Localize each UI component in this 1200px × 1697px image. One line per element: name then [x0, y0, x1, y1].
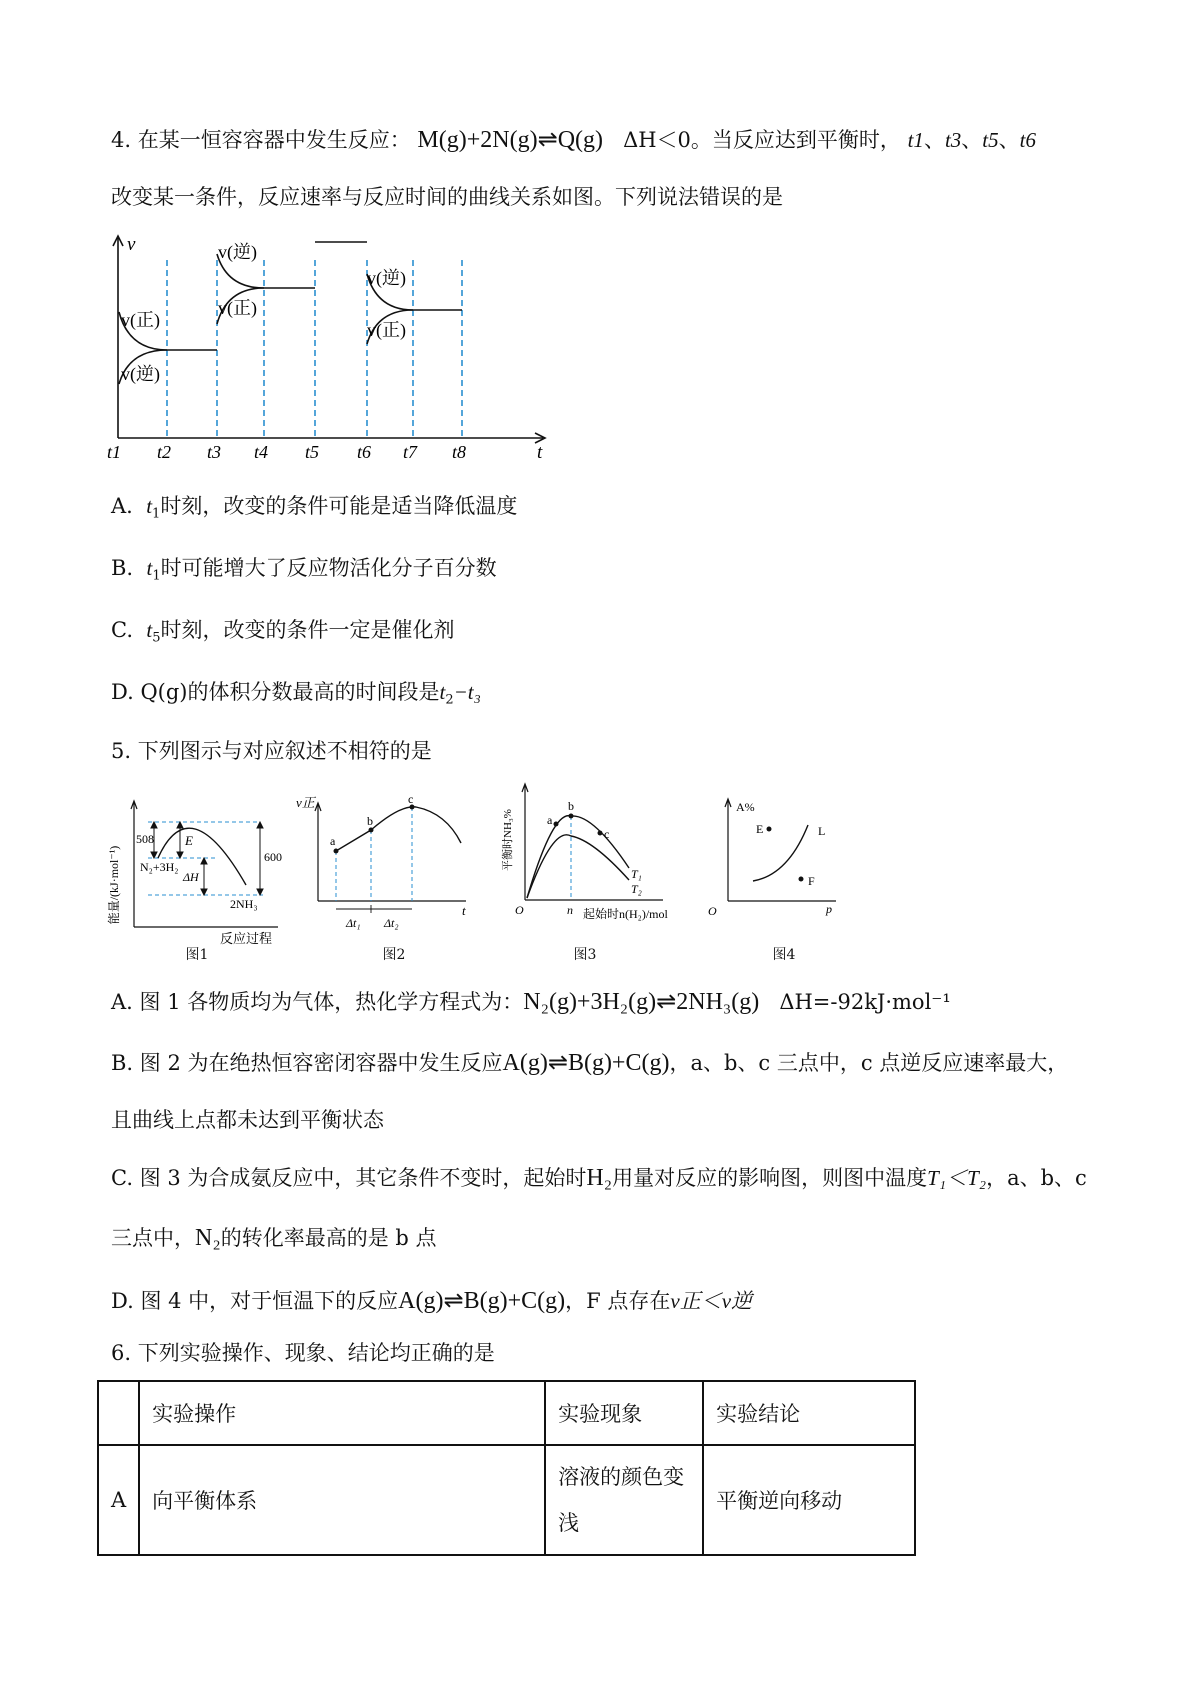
- q4-label-v-forward-2: v(正): [218, 298, 257, 318]
- q4-tick-t5: t5: [305, 442, 320, 462]
- fig1-caption: 图1: [185, 947, 209, 963]
- q4-stem-mid: 。当反应达到平衡时，: [690, 128, 901, 152]
- q4-x-axis-label: t: [537, 442, 543, 463]
- fig3-origin: O: [515, 903, 524, 917]
- q5-fig4: [708, 795, 848, 935]
- fig3-n: n: [567, 903, 573, 917]
- q4-time-5: t5: [982, 128, 999, 152]
- q4-option-c: C. $t_5$时刻，改变的条件一定是催化剂: [111, 618, 455, 646]
- q6-table: [97, 1380, 916, 1556]
- fig2-dt1: Δt₁: [346, 916, 361, 930]
- fig4-origin: O: [708, 904, 717, 918]
- q5-option-d: D. 图 4 中，对于恒温下的反应A(g)⇌B(g)+C(g)，F 点存在v正＜v逆: [111, 1288, 753, 1314]
- fig3-T1: T₁: [631, 867, 642, 881]
- q5-option-b-line2: 且曲线上点都未达到平衡状态: [111, 1108, 384, 1132]
- fig4-E: E: [756, 822, 764, 836]
- fig3-point-b: b: [568, 799, 574, 813]
- q5-fig1: [107, 795, 308, 946]
- table-header-conclusion: 实验结论: [703, 1381, 915, 1445]
- q5-option-c: C. 图 3 为合成氨反应中，其它条件不变时，起始时H₂用量对反应的影响图，则图中温度T₁＜T₂，a、b、c: [111, 1165, 1087, 1191]
- fig2-ylabel: v正: [296, 795, 315, 810]
- q4-tick-t4: t4: [254, 442, 269, 462]
- fig3-xlabel: 起始时n(H₂)/mol: [583, 907, 668, 921]
- fig4-F: F: [808, 874, 815, 888]
- q4-tick-t8: t8: [452, 442, 467, 462]
- q5-fig3: [503, 780, 688, 940]
- fig2-caption: 图2: [382, 947, 406, 963]
- q4-stem-line2: 改变某一条件，反应速率与反应时间的曲线关系如图。下列说法错误的是: [111, 185, 783, 209]
- fig3-point-a: a: [547, 813, 553, 827]
- q4-label-v-reverse-1: v(逆): [121, 364, 160, 384]
- row-operation: 向平衡体系: [139, 1445, 545, 1555]
- fig2-x: t: [462, 903, 466, 918]
- fig2-dt2: Δt₂: [384, 916, 399, 930]
- fig2-point-c: c: [408, 792, 414, 806]
- q4-tick-t6: t6: [357, 442, 372, 462]
- q4-stem-line1: 4. 在某一恒容容器中发生反应： M(g)+2N(g)⇌Q(g) ΔH＜0。当反应达到平衡时， t1、t3、t5、t6: [111, 127, 1036, 153]
- table-header-row: [98, 1381, 915, 1445]
- q5-stem: 5. 下列图示与对应叙述不相符的是: [111, 739, 432, 763]
- q4-stem-prefix: 在某一恒容容器中发生反应：: [137, 128, 411, 152]
- fig3-T2: T₂: [631, 882, 642, 896]
- fig3-ylabel: 平衡时NH₃%: [502, 809, 514, 871]
- fig3-point-c: c: [604, 827, 610, 841]
- table-header-empty: [98, 1381, 139, 1445]
- q4-y-axis-label: v: [127, 234, 136, 255]
- fig4-L: L: [818, 824, 826, 838]
- q4-label-v-forward-1: v(正): [121, 310, 160, 330]
- fig1-dH: ΔH: [183, 870, 199, 884]
- fig1-508: 508: [136, 832, 154, 846]
- q4-tick-t2: t2: [157, 442, 172, 462]
- q4-equation: M(g)+2N(g)⇌Q(g): [417, 127, 604, 153]
- fig1-xlabel: 反应过程: [220, 931, 273, 946]
- q4-option-d: D. Q(g)的体积分数最高的时间段是$t_2-t_3$: [111, 680, 481, 708]
- q4-label-v-reverse-2: v(逆): [218, 242, 257, 262]
- fig1-600: 600: [264, 850, 282, 864]
- fig2-point-b: b: [367, 814, 373, 828]
- table-header-operation: 实验操作: [139, 1381, 545, 1445]
- q4-tick-t1: t1: [107, 442, 122, 462]
- q5-option-c-line2: 三点中，N₂的转化率最高的是 b 点: [111, 1225, 437, 1251]
- fig1-ylabel: 能量/(kJ·mol⁻¹): [107, 845, 121, 925]
- q4-delta-h: ΔH＜0: [623, 128, 691, 152]
- q4-option-b: B. $t_1$时可能增大了反应物活化分子百分数: [111, 556, 497, 584]
- q4-rate-time-graph: [105, 232, 565, 464]
- fig1-E: E: [185, 833, 193, 848]
- q4-tick-t3: t3: [207, 442, 222, 462]
- row-conclusion: 平衡逆向移动: [703, 1445, 915, 1555]
- q4-option-a: A. $t_1$时刻，改变的条件可能是适当降低温度: [111, 494, 518, 522]
- fig1-product: 2NH₃: [230, 897, 258, 911]
- fig4-ylabel: A%: [736, 800, 755, 814]
- fig4-x: p: [826, 902, 832, 916]
- q6-stem: 6. 下列实验操作、现象、结论均正确的是: [111, 1341, 495, 1365]
- q4-label-v-forward-3: v(正): [367, 320, 406, 340]
- q4-number: 4.: [111, 128, 132, 152]
- q4-label-v-reverse-3: v(逆): [367, 268, 406, 288]
- table-row: [98, 1445, 915, 1555]
- fig2-point-a: a: [330, 834, 336, 848]
- row-label: A: [98, 1445, 139, 1555]
- q4-time-3: t3: [944, 128, 962, 152]
- q5-option-b: B. 图 2 为在绝热恒容密闭容器中发生反应A(g)⇌B(g)+C(g)，a、b、c 三点中，c 点逆反应速率最大，: [111, 1050, 1069, 1076]
- row-phenomenon: 溶液的颜色变 浅: [545, 1445, 703, 1555]
- table-header-phenomenon: 实验现象: [545, 1381, 703, 1445]
- q4-tick-t7: t7: [403, 442, 418, 462]
- q5-fig2: [296, 792, 486, 935]
- fig3-caption: 图3: [573, 947, 597, 963]
- q4-time-6: t6: [1019, 128, 1036, 152]
- fig4-caption: 图4: [772, 947, 796, 963]
- q4-time-1: t1: [907, 128, 924, 152]
- fig1-reactants: N₂+3H₂: [140, 860, 179, 874]
- q5-option-a: A. 图 1 各物质均为气体，热化学方程式为：N₂(g)+3H₂(g)⇌2NH₃(g) ΔH=-92kJ·mol⁻¹: [111, 989, 951, 1015]
